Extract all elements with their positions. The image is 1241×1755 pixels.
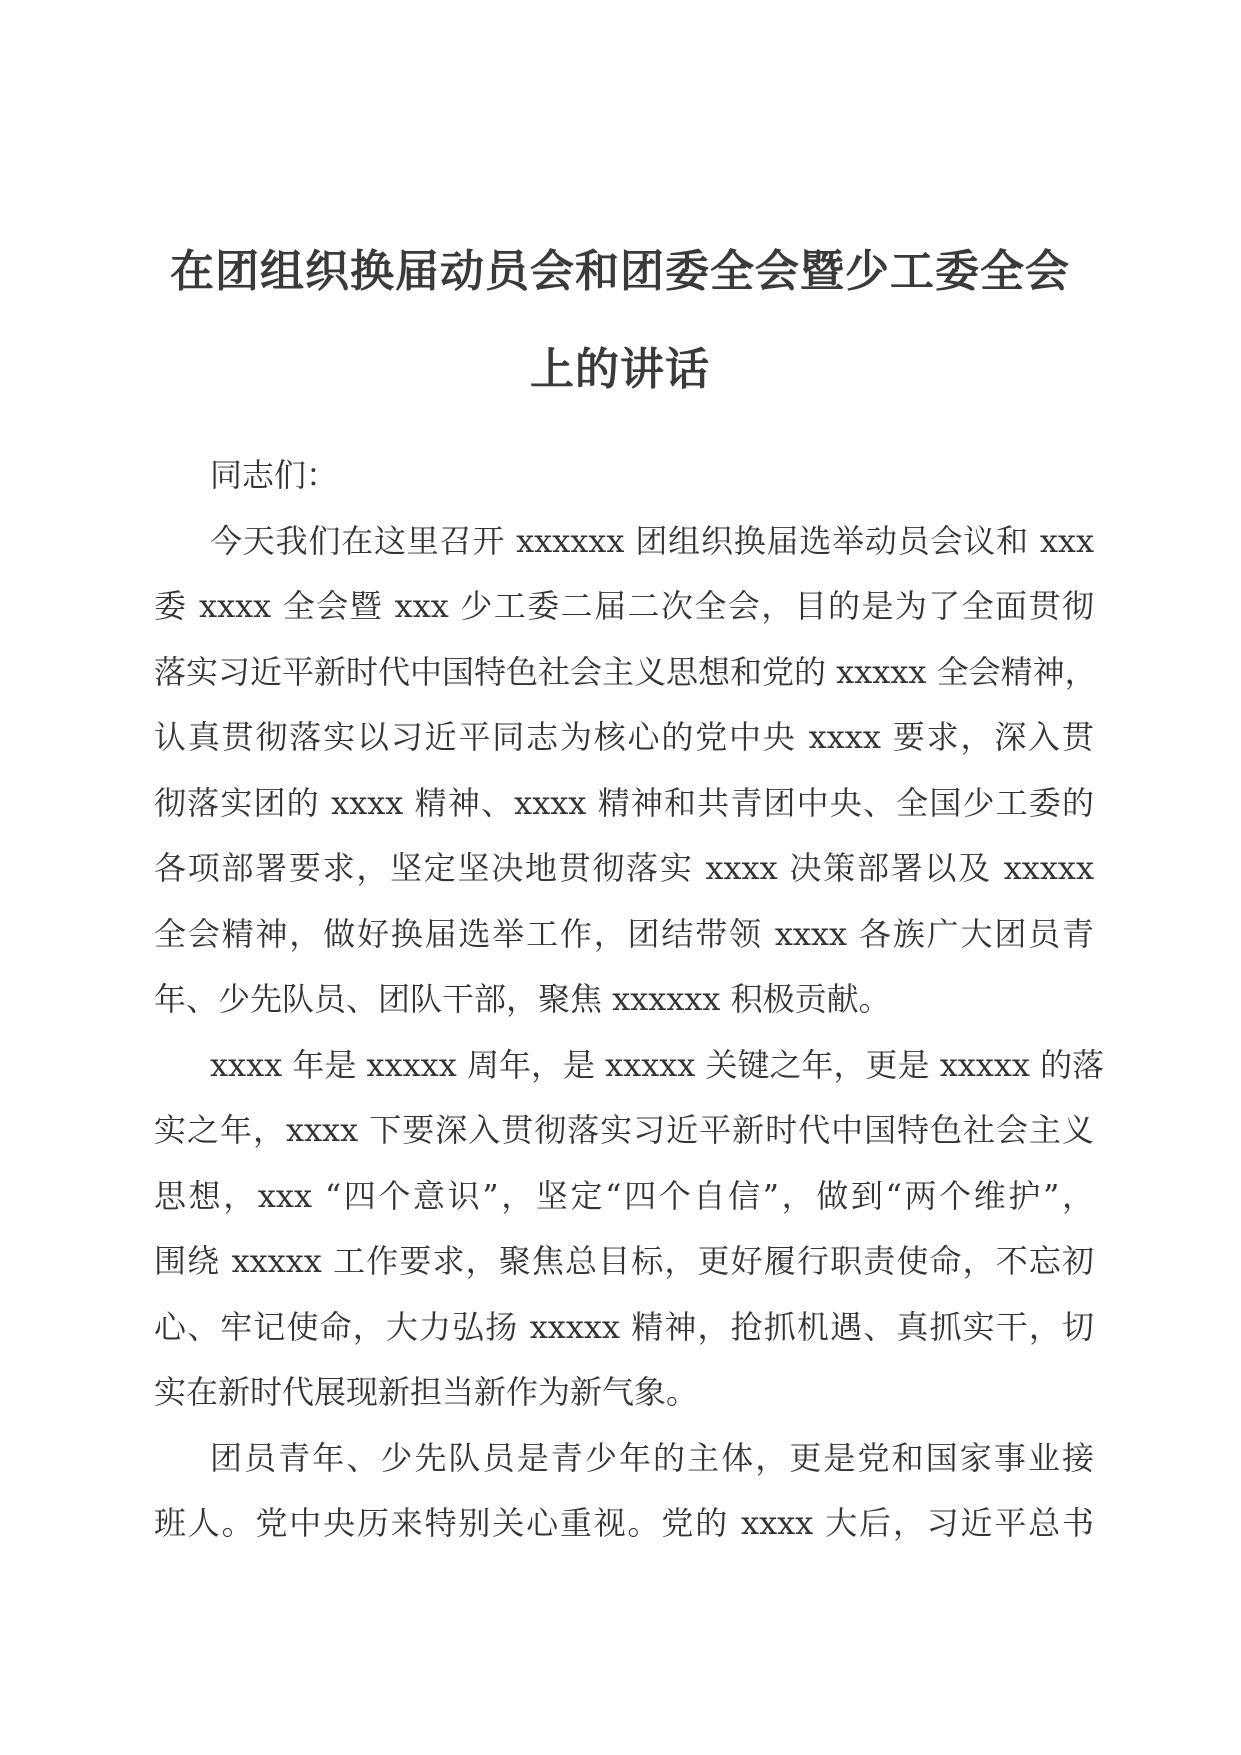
document-title-line-2: 上的讲话 (530, 344, 710, 395)
body-text-line: 团员青年、少先队员是青少年的主体，更是党和国家事业接 (210, 1438, 1094, 1477)
body-text-line: 实在新时代展现新担当新作为新气象。 (154, 1373, 699, 1411)
body-text-line: 年、少先队员、团队干部，聚焦 xxxxxx 积极贡献。 (154, 980, 891, 1018)
body-text-line: 围绕 xxxxx 工作要求，聚焦总目标，更好履行职责使命，不忘初 (154, 1242, 1094, 1280)
body-text-line: 委 xxxx 全会暨 xxx 少工委二届二次全会，目的是为了全面贯彻 (154, 587, 1094, 625)
body-text-line: 落实习近平新时代中国特色社会主义思想和党的 xxxxx 全会精神， (154, 652, 1097, 691)
body-text-line: 实之年，xxxx 下要深入贯彻落实习近平新时代中国特色社会主义 (154, 1111, 1094, 1149)
body-text-line: 心、牢记使命，大力弘扬 xxxxx 精神，抢抓机遇、真抓实干，切 (154, 1307, 1094, 1346)
body-text-line: 班人。党中央历来特别关心重视。党的 xxxx 大后，习近平总书 (154, 1504, 1094, 1542)
body-text-line: 认真贯彻落实以习近平同志为核心的党中央 xxxx 要求，深入贯 (154, 718, 1094, 756)
body-text-line: 思想，xxx “四个意识”，坚定“四个自信”，做到“两个维护”， (154, 1176, 1094, 1215)
document-title-line-1: 在团组织换届动员会和团委全会暨少工委全会 (170, 246, 1070, 297)
body-text-line: 彻落实团的 xxxx 精神、xxxx 精神和共青团中央、全国少工委的 (154, 783, 1094, 822)
document-body (154, 443, 1105, 1557)
body-text-line: 全会精神，做好换届选举工作，团结带领 xxxx 各族广大团员青 (154, 914, 1094, 953)
body-text-line: 今天我们在这里召开 xxxxxx 团组织换届选举动员会议和 xxx (210, 521, 1094, 560)
body-text-line: 各项部署要求，坚定坚决地贯彻落实 xxxx 决策部署以及 xxxxx (154, 849, 1094, 887)
body-text-line: xxxx 年是 xxxxx 周年，是 xxxxx 关键之年，更是 xxxxx 的落 (210, 1045, 1105, 1084)
body-text-line: 同志们： (210, 456, 339, 494)
